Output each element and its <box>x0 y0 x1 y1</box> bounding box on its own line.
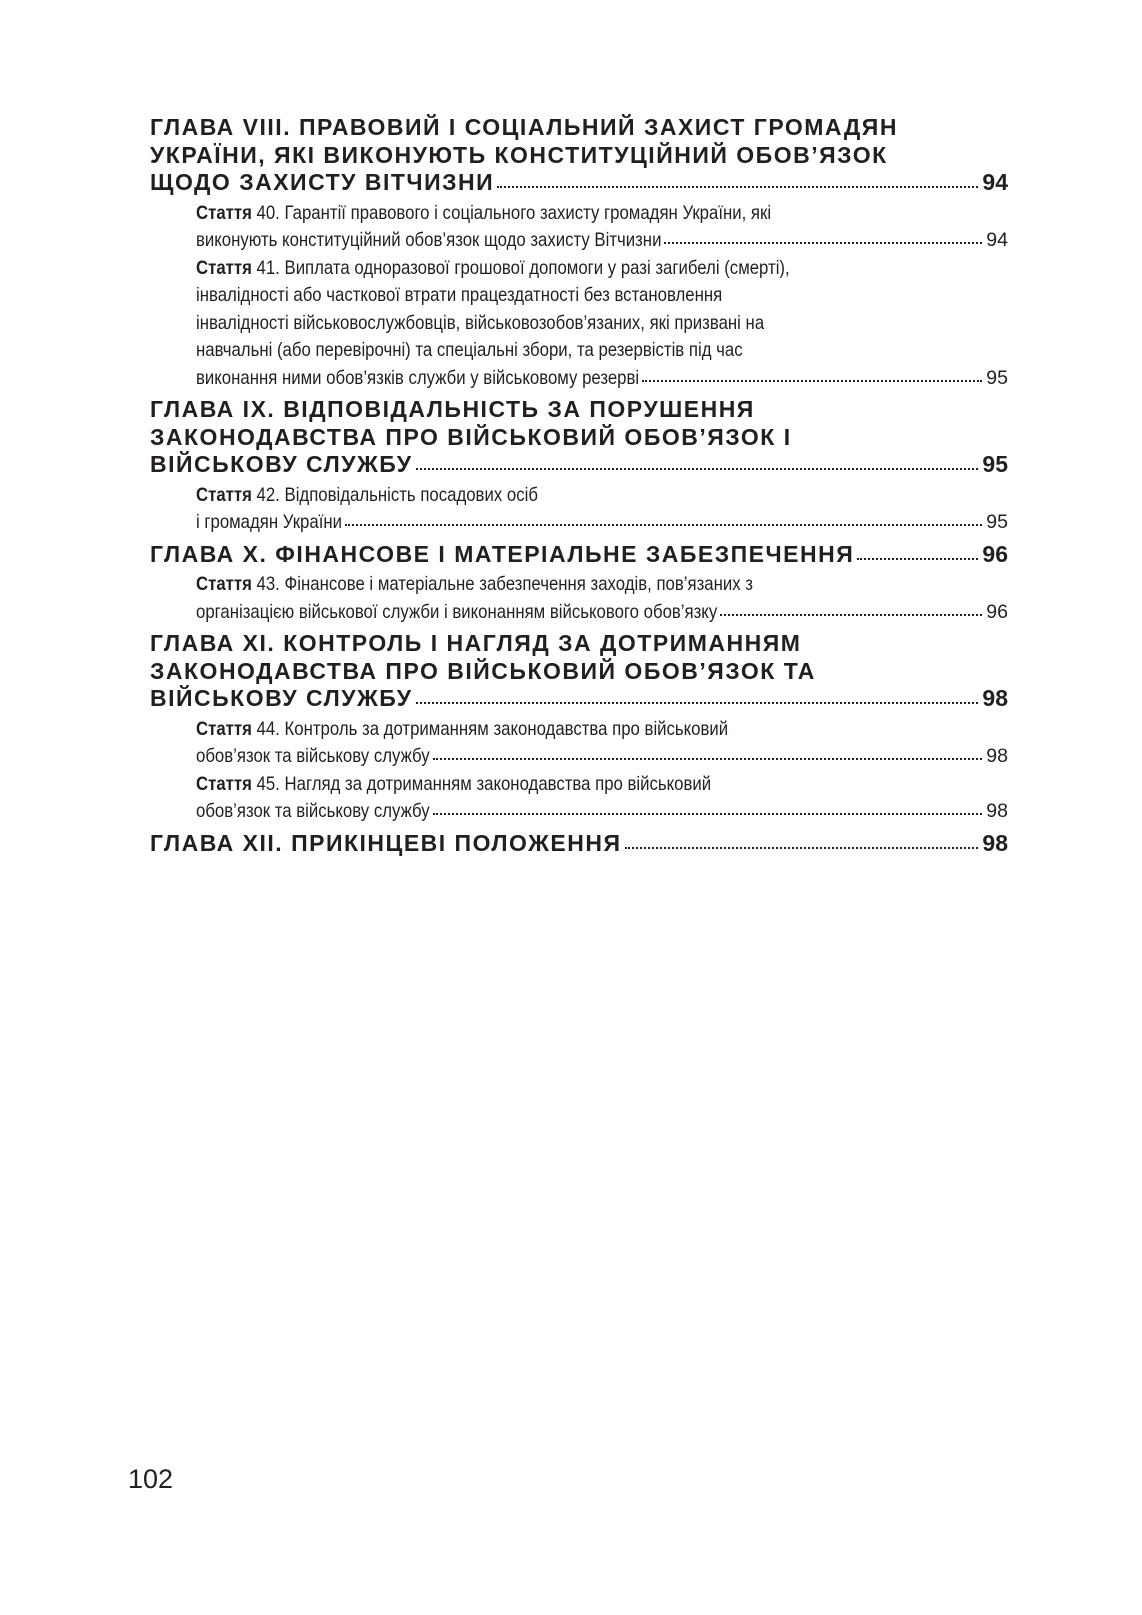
chapter-articles <box>196 571 1008 626</box>
chapter-title-line: ГЛАВА XI. КОНТРОЛЬ І НАГЛЯД ЗА ДОТРИМАННЯМ <box>150 630 802 656</box>
article-label: Стаття <box>196 256 252 279</box>
article-page-number: 98 <box>986 800 1008 822</box>
article-title-text: 42. Відповідальність посадових осіб <box>251 483 538 506</box>
table-of-contents <box>150 114 1008 860</box>
chapter-title-line <box>150 169 1008 197</box>
article-title-text: 40. Гарантії правового і соціального захисту громадян України, які <box>251 201 772 224</box>
article-label: Стаття <box>196 573 252 595</box>
toc-article-entry[interactable] <box>196 482 1008 537</box>
article-title-line <box>196 798 1008 826</box>
article-title-first <box>196 255 790 283</box>
article-page-number: 95 <box>986 366 1008 389</box>
article-label: Стаття <box>196 717 252 740</box>
dot-leader <box>664 242 982 244</box>
article-page-number: 96 <box>986 600 1008 623</box>
article-label: Стаття <box>196 772 252 795</box>
chapter-page-number: 95 <box>982 451 1008 477</box>
chapter-page-number: 94 <box>982 169 1008 195</box>
dot-leader <box>720 614 982 616</box>
article-title-line <box>196 571 1008 599</box>
toc-article-entry[interactable] <box>196 716 1008 771</box>
chapter-title-text: ГЛАВА X. ФІНАНСОВЕ І МАТЕРІАЛЬНЕ ЗАБЕЗПЕЧЕННЯ <box>150 540 855 567</box>
article-title-line <box>196 255 1008 283</box>
article-title-text: і громадян України <box>196 511 342 533</box>
article-page-number: 95 <box>986 511 1008 533</box>
article-title-line <box>196 771 1008 799</box>
chapter-title-line: ГЛАВА VIII. ПРАВОВИЙ І СОЦІАЛЬНИЙ ЗАХИСТ ГРОМАДЯН <box>150 114 898 140</box>
toc-chapter-entry[interactable] <box>150 541 1008 569</box>
article-page-number: 98 <box>986 745 1008 767</box>
dot-leader <box>416 702 979 704</box>
toc-chapter-entry[interactable] <box>150 114 1008 197</box>
dot-leader <box>625 847 979 849</box>
toc-article-entry[interactable] <box>196 200 1008 255</box>
article-title-text: виконання ними обов’язків служби у військовому резерві <box>196 366 640 389</box>
chapter-title-line <box>150 685 1008 713</box>
dot-leader <box>433 813 983 815</box>
chapter-articles <box>196 716 1008 826</box>
article-title-line <box>196 716 1008 744</box>
toc-chapter-entry[interactable] <box>150 630 1008 713</box>
toc-chapter-entry[interactable] <box>150 396 1008 479</box>
article-label: Стаття <box>196 201 252 224</box>
article-title-text: організацією військової служби і виконанням військового обов’язку <box>196 600 718 623</box>
article-title-line <box>196 200 1008 228</box>
article-title-line <box>196 282 1008 310</box>
article-title-line <box>196 743 1008 771</box>
chapter-title-line: ЗАКОНОДАВСТВА ПРО ВІЙСЬКОВИЙ ОБОВ’ЯЗОК І <box>150 423 792 450</box>
article-title-line <box>196 365 1008 393</box>
dot-leader <box>857 558 978 560</box>
toc-article-entry[interactable] <box>196 771 1008 826</box>
toc-chapter-entry[interactable] <box>150 830 1008 858</box>
dot-leader <box>497 186 978 188</box>
chapter-page-number: 96 <box>982 540 1008 567</box>
chapter-page-number: 98 <box>982 685 1008 711</box>
article-title-text: інвалідності або часткової втрати працездатності без встановлення <box>196 284 723 306</box>
toc-article-entry[interactable] <box>196 571 1008 626</box>
article-title-line <box>196 482 1008 510</box>
chapter-page-number: 98 <box>982 829 1008 856</box>
article-title-first <box>196 571 753 599</box>
dot-leader <box>345 524 982 526</box>
article-title-line <box>196 509 1008 537</box>
dot-leader <box>416 468 979 470</box>
article-title-text: обов’язок та військову службу <box>196 745 430 767</box>
article-title-first <box>196 200 772 228</box>
article-title-first <box>196 482 538 510</box>
dot-leader <box>642 380 982 382</box>
chapter-title-text: ВІЙСЬКОВУ СЛУЖБУ <box>150 685 413 711</box>
chapter-title-text: ГЛАВА XII. ПРИКІНЦЕВІ ПОЛОЖЕННЯ <box>150 829 622 856</box>
article-title-text: інвалідності військовослужбовців, військовозобов’язаних, які призвані на <box>196 311 765 334</box>
article-title-first <box>196 771 712 799</box>
article-title-text: 44. Контроль за дотриманням законодавства про військовий <box>251 717 729 740</box>
chapter-title-line: УКРАЇНИ, ЯКІ ВИКОНУЮТЬ КОНСТИТУЦІЙНИЙ ОБОВ’ЯЗОК <box>150 141 888 168</box>
article-title-line <box>196 337 1008 365</box>
chapter-title-line: ЗАКОНОДАВСТВА ПРО ВІЙСЬКОВИЙ ОБОВ’ЯЗОК ТА <box>150 657 816 684</box>
chapter-title-text: ВІЙСЬКОВУ СЛУЖБУ <box>150 451 413 477</box>
chapter-title-line: ГЛАВА IX. ВІДПОВІДАЛЬНІСТЬ ЗА ПОРУШЕННЯ <box>150 396 755 422</box>
dot-leader <box>433 758 983 760</box>
article-title-text: обов’язок та військову службу <box>196 800 430 822</box>
article-page-number: 94 <box>986 229 1008 251</box>
toc-article-entry[interactable] <box>196 255 1008 393</box>
article-title-line <box>196 227 1008 255</box>
chapter-title-text: ЩОДО ЗАХИСТУ ВІТЧИЗНИ <box>150 169 495 195</box>
chapter-articles <box>196 482 1008 537</box>
chapter-title-line <box>150 830 1008 858</box>
article-title-line <box>196 310 1008 338</box>
chapter-title-line <box>150 541 1008 569</box>
article-title-text: 43. Фінансове і матеріальне забезпечення заходів, пов’язаних з <box>251 573 753 595</box>
chapter-title-line <box>150 451 1008 479</box>
article-title-first <box>196 716 729 744</box>
article-title-text: виконують конституційний обов’язок щодо захисту Вітчизни <box>196 229 662 251</box>
article-title-line <box>196 599 1008 627</box>
page-number: 102 <box>128 1464 174 1494</box>
article-title-text: 41. Виплата одноразової грошової допомоги у разі загибелі (смерті), <box>251 256 790 279</box>
article-title-text: 45. Нагляд за дотриманням законодавства про військовий <box>251 772 712 795</box>
chapter-articles <box>196 200 1008 393</box>
article-title-text: навчальні (або перевірочні) та спеціальні збори, та резервістів під час <box>196 339 743 361</box>
article-label: Стаття <box>196 483 252 506</box>
